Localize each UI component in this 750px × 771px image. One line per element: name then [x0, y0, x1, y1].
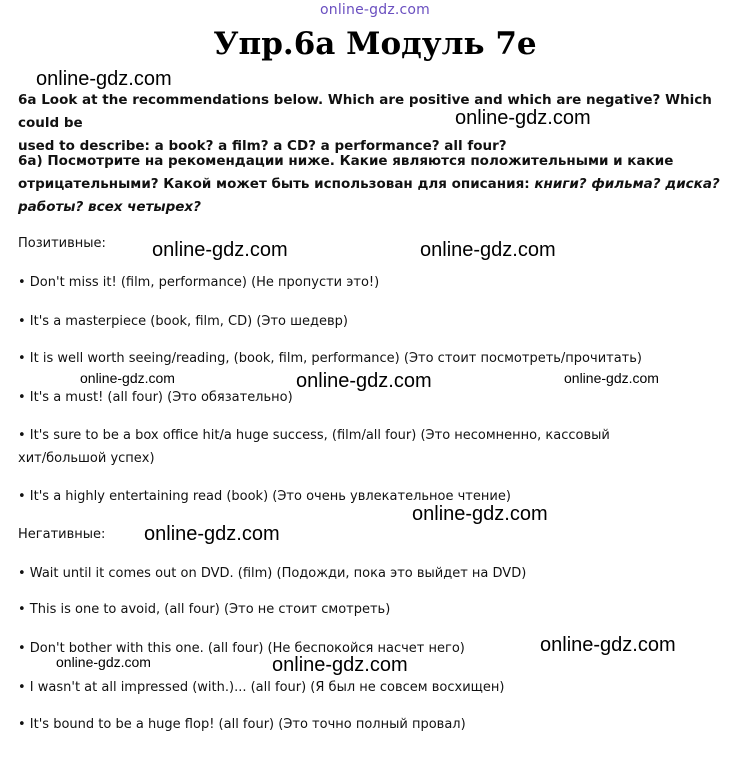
top-watermark: online-gdz.com [319, 2, 431, 18]
question-ru-line [18, 196, 734, 219]
list-item: • It is well worth seeing/reading, (book, film, performance) (Это стоит посмотреть/прочитать) [18, 351, 642, 366]
watermark: online-gdz.com [564, 370, 659, 386]
page-title: Упр.6а Модуль 7е [213, 26, 537, 62]
list-item: • It's a must! (all four) (Это обязательно) [18, 390, 293, 405]
negative-label: Негативные: [18, 527, 106, 542]
watermark: online-gdz.com [36, 68, 172, 90]
watermark: online-gdz.com [144, 523, 280, 545]
list-item: • Don't miss it! (film, performance) (Не пропусти это!) [18, 275, 380, 290]
watermark: online-gdz.com [152, 239, 288, 261]
list-item: хит/большой успех) [18, 451, 155, 466]
question-en [18, 89, 734, 158]
watermark: online-gdz.com [412, 503, 548, 525]
watermark: online-gdz.com [296, 370, 432, 392]
question-en-line: 6a Look at the recommendations below. Which are positive and which are negative? Which could be [18, 92, 712, 131]
watermark: online-gdz.com [80, 370, 175, 386]
list-item: • It's a highly entertaining read (book) (Это очень увлекательное чтение) [18, 489, 511, 504]
question-ru-text: отрицательными? Какой может быть использован для описания: [18, 176, 535, 192]
question-ru-italic: работы? всех четырех? [18, 199, 201, 215]
list-item: • Wait until it comes out on DVD. (film) (Подожди, пока это выйдет на DVD) [18, 566, 527, 581]
list-item: • This is one to avoid, (all four) (Это не стоит смотреть) [18, 602, 391, 617]
list-item: • It's sure to be a box office hit/a huge success, (film/all four) (Это несомненно, кассовый [18, 428, 610, 443]
question-ru-italic: книги? фильма? диска? [534, 176, 720, 192]
list-item: • It's bound to be a huge flop! (all four) (Это точно полный провал) [18, 717, 466, 732]
question-ru-line [18, 173, 734, 196]
watermark: online-gdz.com [455, 107, 591, 129]
question-ru [18, 150, 734, 219]
question-ru-line: 6а) Посмотрите на рекомендации ниже. Какие являются положительными и какие [18, 153, 674, 169]
list-item: • Don't bother with this one. (all four) (Не беспокойся насчет него) [18, 641, 465, 656]
watermark: online-gdz.com [420, 239, 556, 261]
watermark: online-gdz.com [272, 654, 408, 676]
watermark: online-gdz.com [56, 654, 151, 670]
positive-label: Позитивные: [18, 236, 106, 251]
list-item: • It's a masterpiece (book, film, CD) (Это шедевр) [18, 314, 349, 329]
watermark: online-gdz.com [540, 634, 676, 656]
list-item: • I wasn't at all impressed (with.)... (all four) (Я был не совсем восхищен) [18, 680, 505, 695]
question-en-line: used to describe: a book? a film? a CD? a performance? all four? [18, 138, 507, 154]
